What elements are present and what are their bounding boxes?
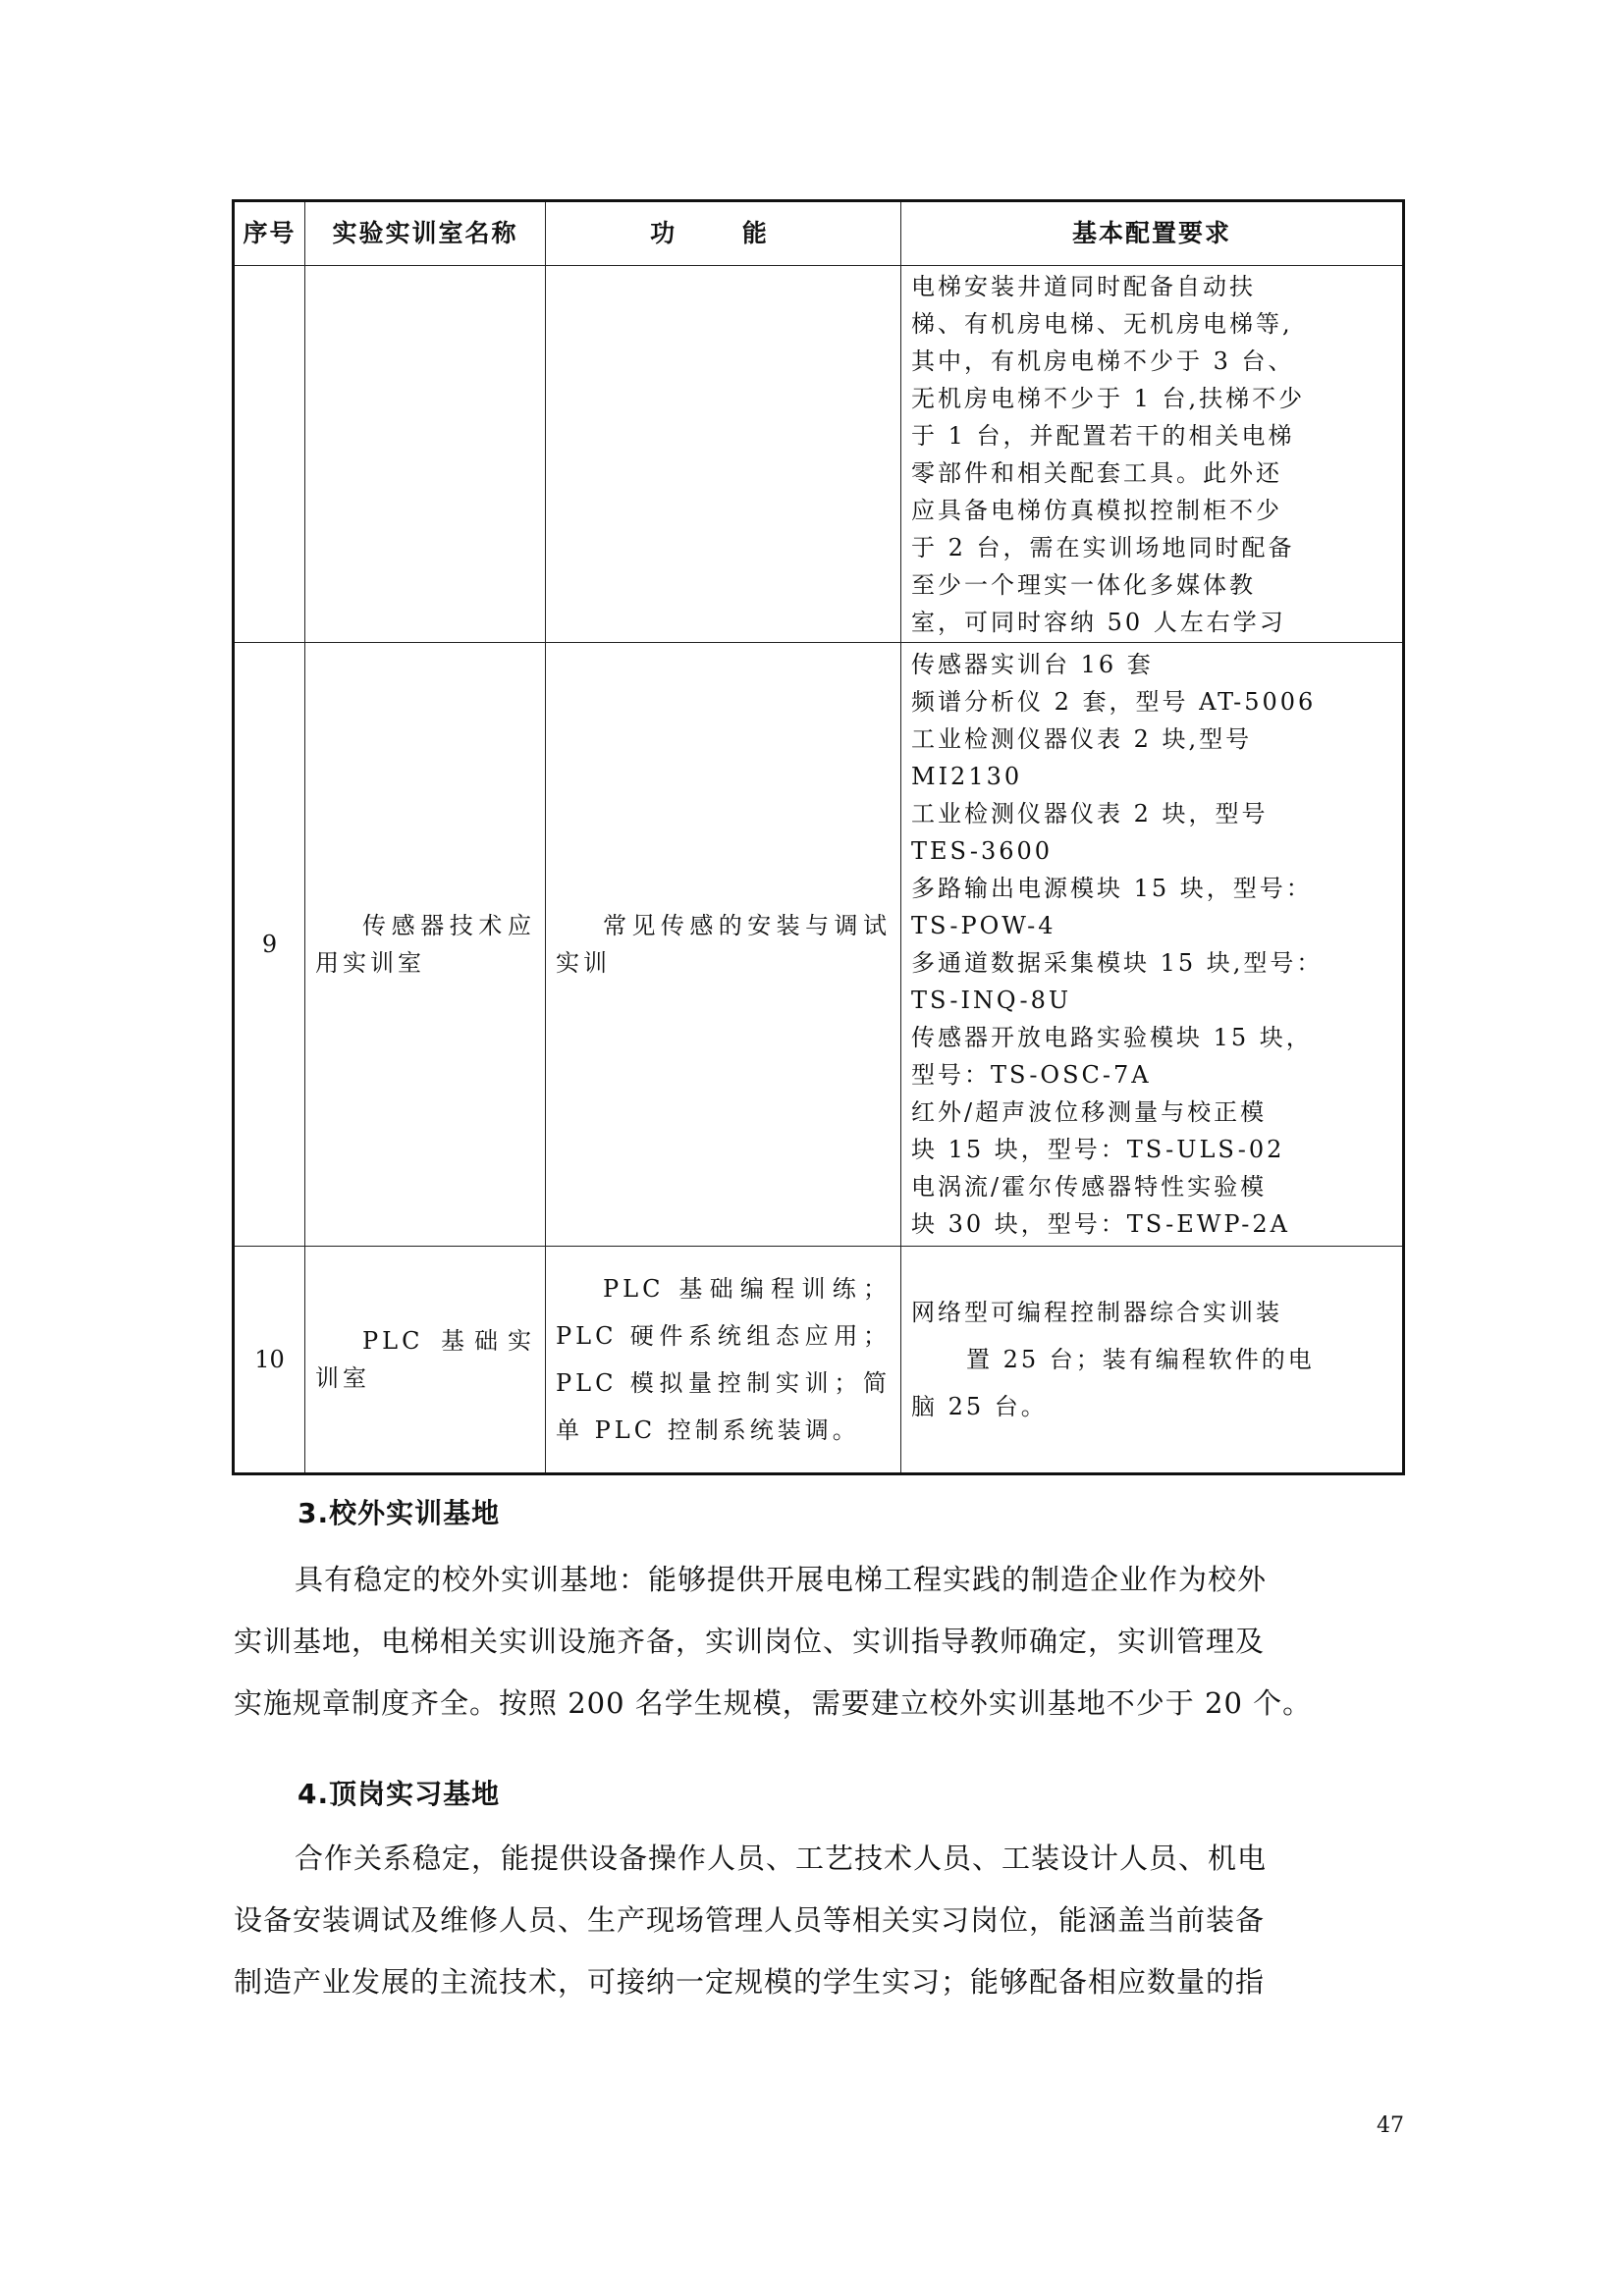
requirement-line: 室，可同时容纳 50 人左右学习	[911, 608, 1286, 636]
lab-name: PLC 基础实训室	[305, 1247, 546, 1474]
lab-requirements	[901, 266, 1404, 643]
requirement-line: 梯、有机房电梯、无机房电梯等,	[911, 309, 1293, 338]
header-requirements: 基本配置要求	[901, 201, 1404, 266]
requirement-line: 块 30 块，型号：TS-EWP-2A	[911, 1210, 1290, 1238]
requirement-line: 多通道数据采集模块 15 块,型号：	[911, 949, 1324, 977]
requirement-line: 至少一个理实一体化多媒体教	[911, 570, 1256, 599]
requirement-line: 传感器开放电路实验模块 15 块，	[911, 1024, 1313, 1051]
paragraph-line: 实施规章制度齐全。按照 200 名学生规模，需要建立校外实训基地不少于 20 个。	[234, 1686, 1313, 1720]
section-heading: 4.顶岗实习基地	[298, 1778, 501, 1810]
requirement-line: 电梯安装井道同时配备自动扶	[911, 272, 1256, 300]
paragraph-line: 实训基地，电梯相关实训设施齐备，实训岗位、实训指导教师确定，实训管理及	[234, 1625, 1266, 1658]
page-number: 47	[1377, 2113, 1404, 2138]
requirement-line: 工业检测仪器仪表 2 块,型号	[911, 725, 1253, 753]
requirement-line: 传感器实训台 16 套	[911, 651, 1154, 678]
requirement-line: 于 1 台，并配置若干的相关电梯	[911, 421, 1295, 450]
section-heading: 3.校外实训基地	[298, 1497, 501, 1529]
row-number: 9	[234, 643, 305, 1247]
requirement-line: 零部件和相关配套工具。此外还	[911, 458, 1282, 487]
requirement-line: 置 25 台；装有编程软件的电	[966, 1346, 1315, 1373]
lab-requirements	[901, 1247, 1404, 1474]
requirement-line: 其中，有机房电梯不少于 3 台、	[911, 347, 1295, 375]
requirement-line: 红外/超声波位移测量与校正模	[911, 1098, 1268, 1126]
requirement-line: 型号：TS-OSC-7A	[911, 1061, 1152, 1089]
lab-name	[305, 266, 546, 643]
lab-config-table	[232, 199, 1405, 1475]
requirement-line: 电涡流/霍尔传感器特性实验模	[911, 1173, 1268, 1201]
section-paragraph	[234, 1549, 1402, 1735]
requirement-line: 多路输出电源模块 15 块，型号：	[911, 875, 1313, 902]
section-paragraph	[234, 1828, 1402, 2013]
lab-name: 传感器技术应用实训室	[305, 643, 546, 1247]
requirement-line: 工业检测仪器仪表 2 块，型号	[911, 800, 1269, 828]
header-name: 实验实训室名称	[305, 201, 546, 266]
requirement-line: TS-POW-4	[911, 912, 1056, 939]
paragraph-line: 设备安装调试及维修人员、生产现场管理人员等相关实习岗位，能涵盖当前装备	[234, 1903, 1266, 1937]
lab-function	[546, 266, 901, 643]
table-header-row	[234, 201, 1404, 266]
lab-requirements	[901, 643, 1404, 1247]
table-row	[234, 643, 1404, 1247]
paragraph-line: 具有稳定的校外实训基地：能够提供开展电梯工程实践的制造企业作为校外	[295, 1563, 1268, 1596]
header-no: 序号	[234, 201, 305, 266]
table-row	[234, 266, 1404, 643]
lab-function: PLC 基础编程训练；PLC 硬件系统组态应用；PLC 模拟量控制实训；简单 PLC 控制系统装调。	[546, 1247, 901, 1474]
table-row	[234, 1247, 1404, 1474]
requirement-line: 频谱分析仪 2 套，型号 AT-5006	[911, 688, 1317, 716]
requirement-line: 块 15 块，型号：TS-ULS-02	[911, 1136, 1285, 1163]
requirement-line: TES-3600	[911, 837, 1054, 865]
requirement-line: TS-INQ-8U	[911, 987, 1072, 1014]
requirement-line: 无机房电梯不少于 1 台,扶梯不少	[911, 384, 1306, 412]
requirement-line: 于 2 台，需在实训场地同时配备	[911, 533, 1295, 561]
requirement-line: 网络型可编程控制器综合实训装	[911, 1299, 1282, 1326]
lab-function: 常见传感的安装与调试实训	[546, 643, 901, 1247]
requirement-line: 应具备电梯仿真模拟控制柜不少	[911, 496, 1282, 524]
row-number	[234, 266, 305, 643]
paragraph-line: 合作关系稳定，能提供设备操作人员、工艺技术人员、工装设计人员、机电	[295, 1842, 1268, 1875]
header-function: 功 能	[546, 201, 901, 266]
paragraph-line: 制造产业发展的主流技术，可接纳一定规模的学生实习；能够配备相应数量的指	[234, 1965, 1266, 1999]
requirement-line: MI2130	[911, 763, 1023, 790]
requirement-line: 脑 25 台。	[911, 1393, 1048, 1420]
row-number: 10	[234, 1247, 305, 1474]
